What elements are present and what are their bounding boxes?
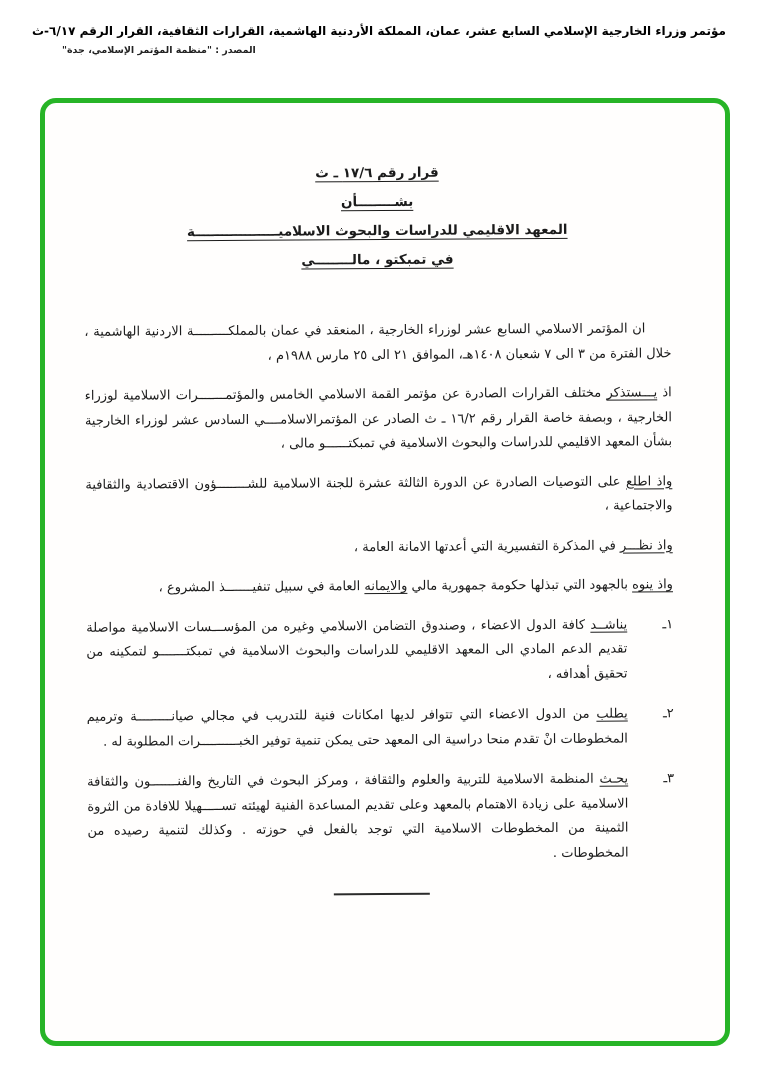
preamble-paragraph [84, 317, 671, 370]
source-line [0, 45, 758, 56]
operative-verb: واذ ينوه [632, 577, 673, 593]
source-text: المصدر : "منظمة المؤتمر الإسلامي، جدة" [62, 45, 256, 56]
operative-verb: يحـث [599, 771, 629, 787]
resolution-item [86, 613, 673, 690]
preamble-paragraph [86, 534, 673, 562]
item-number: ١ـ [662, 616, 674, 632]
paragraph-text: في المذكرة التفسيرية التي أعدتها الامانة العامة ، [353, 538, 621, 555]
decision-location-text: في تمبكتو ، مالــــــــي [301, 251, 454, 269]
header-title: مؤتمر وزراء الخارجية الإسلامي السابع عشر، عمان، المملكة الأردنية الهاشمية، القرارات الثقافية، القرار الرقم ٦/١٧-ث [32, 24, 726, 38]
paragraph-text: ان المؤتمر الاسلامي السابع عشر لوزراء الخارجية ، المنعقد في عمان بالمملكـــــــــة الاردنية الهاشمية ، خلال الفترة من ٣ الى ٧ شعبان ١٤٠٨هـ، الموافق ٢١ الى ٢٥ مارس ١٩٨٨م ، [84, 321, 672, 364]
paragraph-text: على التوصيات الصادرة عن الدورة الثالثة عشرة للجنة الاسلامية للشــــــــؤون الاقتصادية والثقافية والاجتماعية ، [85, 474, 673, 514]
operative-verb: واذ اطلع [625, 473, 673, 490]
item-body [87, 703, 628, 755]
item-number: ٢ـ [662, 706, 674, 722]
decision-subject-line [84, 215, 671, 248]
operative-verb: يناشــد [590, 617, 628, 633]
underlined-word: والايمانه [364, 578, 408, 595]
decision-subject-text: المعهد الاقليمي للدراسات والبحوث الاسلاميــــــــــــــــــة [186, 221, 568, 241]
resolution-item [87, 767, 675, 869]
decision-regarding-line [84, 186, 671, 219]
resolution-item [87, 702, 674, 755]
preamble-paragraph [85, 381, 672, 458]
preamble-paragraph [86, 573, 673, 601]
decision-number-text: قرار رقم ١٧/٦ ـ ث [315, 164, 439, 182]
operative-verb: يـــستذكر [606, 385, 658, 401]
decision-number-line [83, 157, 670, 190]
item-text: المنظمة الاسلامية للتربية والعلوم والثقافة ، ومركز البحوث في التاريخ والفنـــــــون والثقافة الاسلامية على زيادة الاهتمام بالمعهد وعلى تقديم المساعدة الفنية لهيئته تســـــهيلا للافادة من الثروة الثمينة من المخطوطات الاسلامية التي توجد بالفعل في حوزته . وكذلك لتنمية رصيده من المخطوطات . [87, 771, 629, 861]
decision-title-block [83, 157, 671, 277]
paragraph-text: العامة في سبيل تنفيـــــــذ المشروع ، [158, 579, 365, 596]
paragraph-text: اذ [657, 385, 672, 401]
item-body [86, 613, 627, 690]
preamble-paragraph [85, 470, 672, 523]
item-number: ٣ـ [663, 771, 675, 787]
decision-location-line [84, 244, 671, 277]
end-divider [333, 893, 429, 896]
scanned-document [45, 101, 730, 1043]
operative-verb: يطلب [596, 706, 628, 722]
item-body [87, 768, 629, 869]
page-header [0, 0, 758, 38]
paragraph-text: مختلف القرارات الصادرة عن مؤتمر القمة الاسلامي الخامس والمؤتمـــــــرات الاسلامية لوزراء الخارجية ، وبصفة خاصة القرار رقم ١٦/٢ ـ ث الصادر عن المؤتمرالاسلامــــي السادس عشر لوزراء الخارجية بشأن المعهد الاقليمي للدراسات والبحوث الاسلامية في تمبكتــــــو مالى ، [84, 385, 673, 452]
document-frame [40, 98, 730, 1046]
item-text: كافة الدول الاعضاء ، وصندوق التضامن الاسلامي وغيره من المؤســـسات الاسلامية مواصلة تقديم الدعم المادي الى المعهد الاقليمي للدراسات والبحوث الاسلامية في تمبكتـــــــو لتمكينه من تحقيق أهدافه ، [86, 617, 628, 682]
item-text: من الدول الاعضاء التي تتوافر لديها امكانات فنية للتدريب في مجالي صيانـــــــــة وترميم المخطوطات انْ تقدم منحا دراسية الى المعهد حتى يمكن تنمية توفير الخبــــــــــرات المطلوبة له . [86, 706, 628, 750]
operative-verb: واذ نظـــر [619, 537, 673, 554]
decision-regarding-text: بشــــــــأن [340, 193, 414, 211]
paragraph-text: بالجهود التي تبذلها حكومة جمهورية مالي [407, 577, 633, 594]
